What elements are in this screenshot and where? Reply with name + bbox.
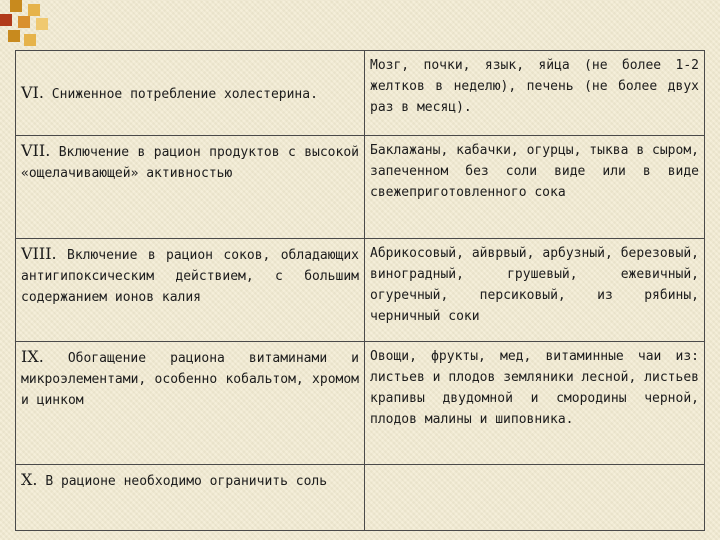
principle-text: Сниженное потребление холестерина. (51, 87, 318, 102)
table-cell-products (365, 51, 705, 136)
table-cell-principle (16, 342, 365, 465)
table-cell-products (365, 239, 705, 342)
table-cell-products (365, 136, 705, 239)
principle-text: Обогащение рациона витаминами и микроэлементами, особенно кобальтом, хромом и цинком (21, 351, 359, 408)
decoration-square (28, 4, 40, 16)
table-cell-products (365, 465, 705, 531)
table-cell-principle (16, 136, 365, 239)
decoration-square (10, 0, 22, 12)
principle-text: Включение в рацион продуктов с высокой «ощелачивающей» активностью (21, 145, 359, 181)
diet-table (15, 50, 705, 531)
table-cell-principle (16, 465, 365, 531)
diet-table-container (15, 50, 705, 530)
row-number: VI. (21, 83, 44, 102)
principle-text: В рационе необходимо ограничить соль (45, 474, 328, 489)
table-row (16, 342, 705, 465)
row-number: X. (21, 470, 38, 489)
decoration-square (0, 14, 12, 26)
row-number: VII. (21, 141, 51, 160)
products-text: Овощи, фрукты, мед, витаминные чаи из: листьев и плодов земляники лесной, листьев крапивы двудомной и смородины черной, плодов малины и шиповника. (370, 349, 699, 427)
decoration-square (8, 30, 20, 42)
table-cell-products (365, 342, 705, 465)
decoration-square (24, 34, 36, 46)
table-row (16, 239, 705, 342)
principle-text: Включение в рацион соков, обладающих антигипоксическим действием, с большим содержанием ионов калия (21, 248, 359, 305)
products-text: Абрикосовый, айврвый, арбузный, березовый, виноградный, грушевый, ежевичный, огуречный, персиковый, из рябины, черничный соки (370, 246, 699, 324)
row-number: IX. (21, 347, 44, 366)
row-number: VIII. (21, 244, 57, 263)
decoration-square (18, 16, 30, 28)
table-cell-principle (16, 239, 365, 342)
table-row (16, 136, 705, 239)
table-cell-principle (16, 51, 365, 136)
decoration-square (36, 18, 48, 30)
products-text: Мозг, почки, язык, яйца (не более 1-2 желтков в неделю), печень (не более двух раз в месяц). (370, 58, 699, 115)
products-text: Баклажаны, кабачки, огурцы, тыква в сыром, запеченном без соли виде или в виде свежеприготовленного сока (370, 143, 699, 200)
table-row (16, 51, 705, 136)
table-row (16, 465, 705, 531)
